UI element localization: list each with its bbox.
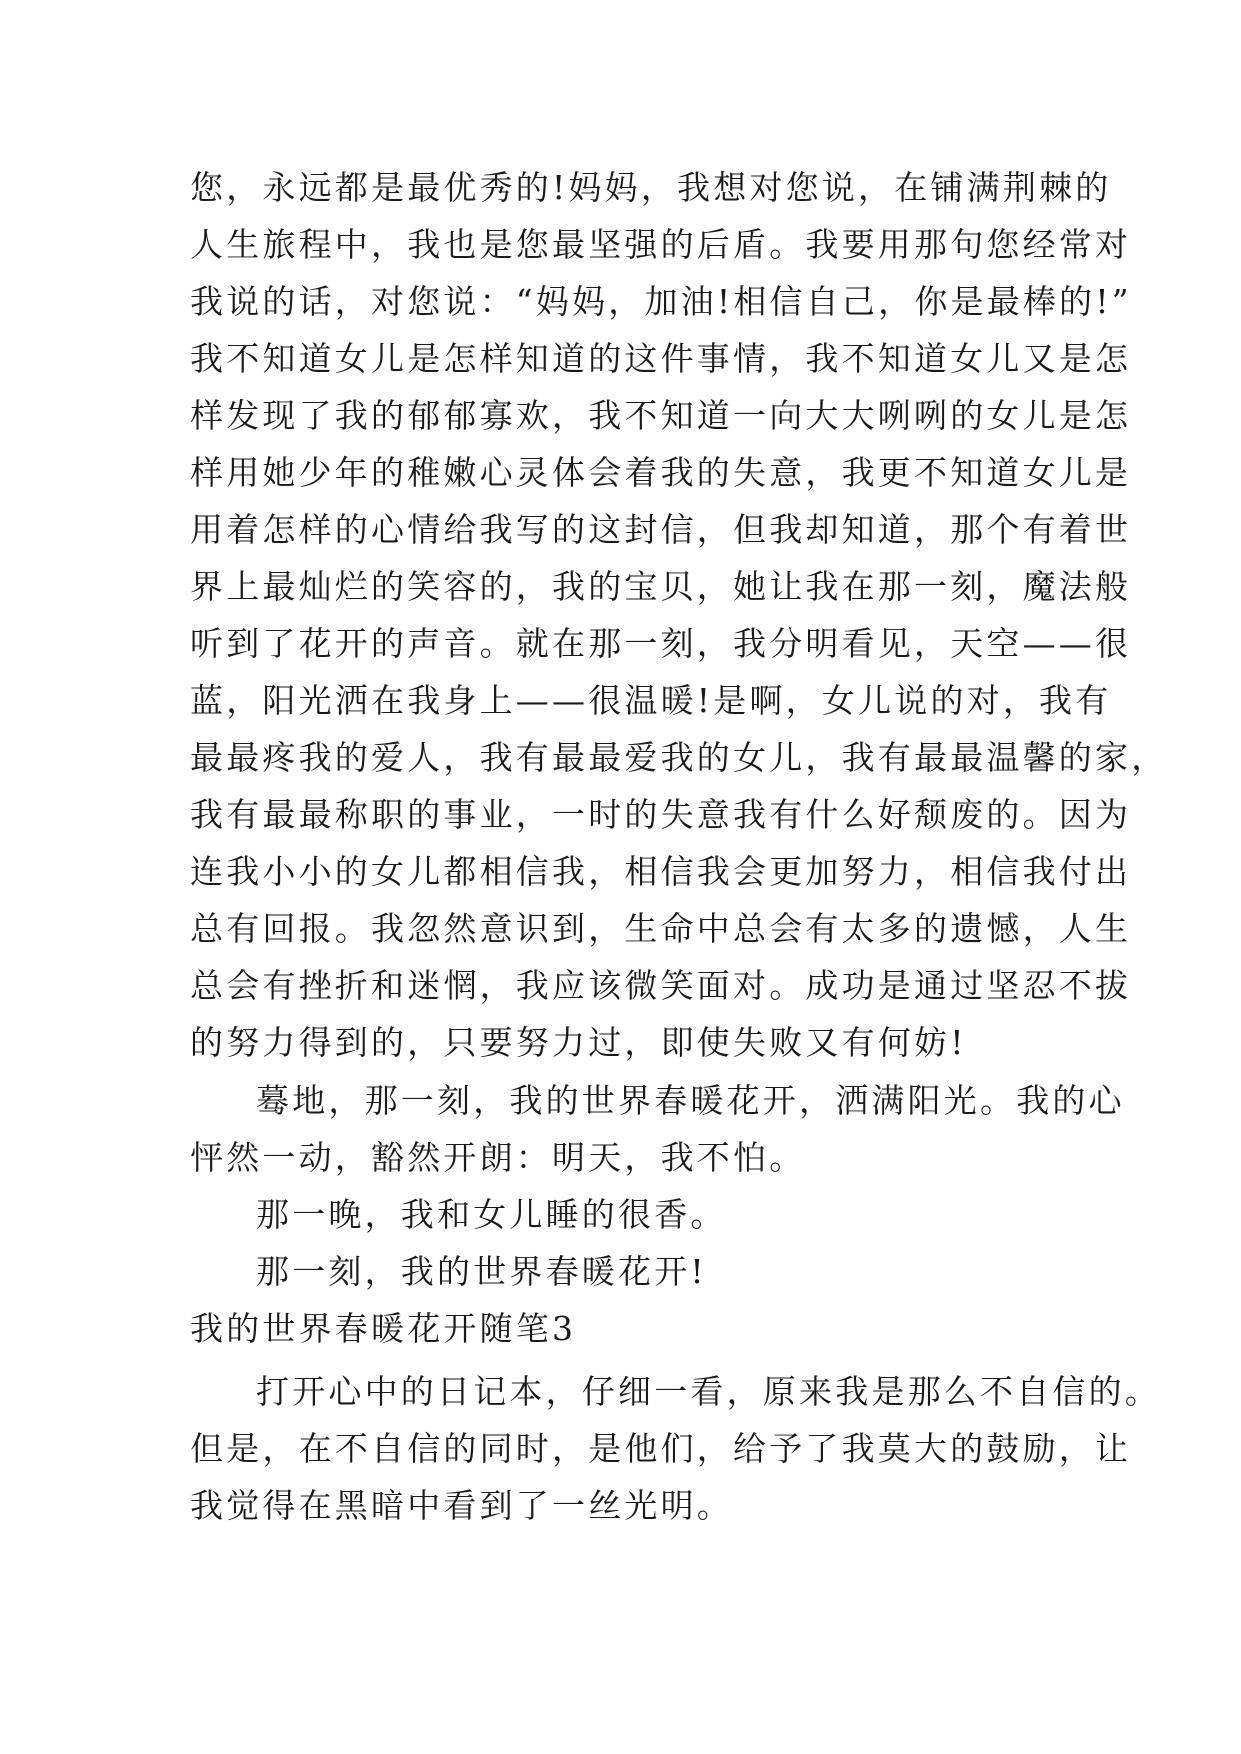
text-line: 听到了花开的声音。就在那一刻，我分明看见，天空——很 [190,624,1132,663]
text-line: 打开心中的日记本，仔细一看，原来我是那么不自信的。 [256,1372,1161,1411]
text-line: 人生旅程中，我也是您最坚强的后盾。我要用那句您经常对 [190,225,1132,264]
text-line: 蓦地，那一刻，我的世界春暖花开，洒满阳光。我的心 [256,1081,1125,1120]
text-line: 我不知道女儿是怎样知道的这件事情，我不知道女儿又是怎 [190,339,1132,378]
text-line: 那一刻，我的世界春暖花开! [256,1252,707,1291]
text-line: 样发现了我的郁郁寡欢，我不知道一向大大咧咧的女儿是怎 [190,396,1132,435]
text-line: 总有回报。我忽然意识到，生命中总会有太多的遗憾，人生 [190,909,1132,948]
text-line: 用着怎样的心情给我写的这封信，但我却知道，那个有着世 [190,510,1132,549]
text-line: 我有最最称职的事业，一时的失意我有什么好颓废的。因为 [190,795,1132,834]
text-line: 的努力得到的，只要努力过，即使失败又有何妨! [190,1023,967,1062]
text-line: 蓝，阳光洒在我身上——很温暖!是啊，女儿说的对，我有 [190,681,1112,720]
text-line: 样用她少年的稚嫩心灵体会着我的失意，我更不知道女儿是 [190,453,1132,492]
text-line: 界上最灿烂的笑容的，我的宝贝，她让我在那一刻，魔法般 [190,567,1132,606]
text-line: 总会有挫折和迷惘，我应该微笑面对。成功是通过坚忍不拔 [190,966,1132,1005]
text-line: 最最疼我的爱人，我有最最爱我的女儿，我有最最温馨的家， [190,738,1168,777]
text-line: 但是，在不自信的同时，是他们，给予了我莫大的鼓励，让 [190,1429,1132,1468]
text-line: 连我小小的女儿都相信我，相信我会更加努力，相信我付出 [190,852,1132,891]
text-line: 我觉得在黑暗中看到了一丝光明。 [190,1486,733,1525]
text-line: 怦然一动，豁然开朗：明天，我不怕。 [190,1138,806,1177]
text-line: 我说的话，对您说：“妈妈，加油!相信自己，你是最棒的!” [190,282,1132,321]
text-line: 您，永远都是最优秀的!妈妈，我想对您说，在铺满荆棘的 [190,168,1112,207]
text-line: 那一晚，我和女儿睡的很香。 [256,1195,727,1234]
section-heading: 我的世界春暖花开随笔3 [190,1309,577,1348]
